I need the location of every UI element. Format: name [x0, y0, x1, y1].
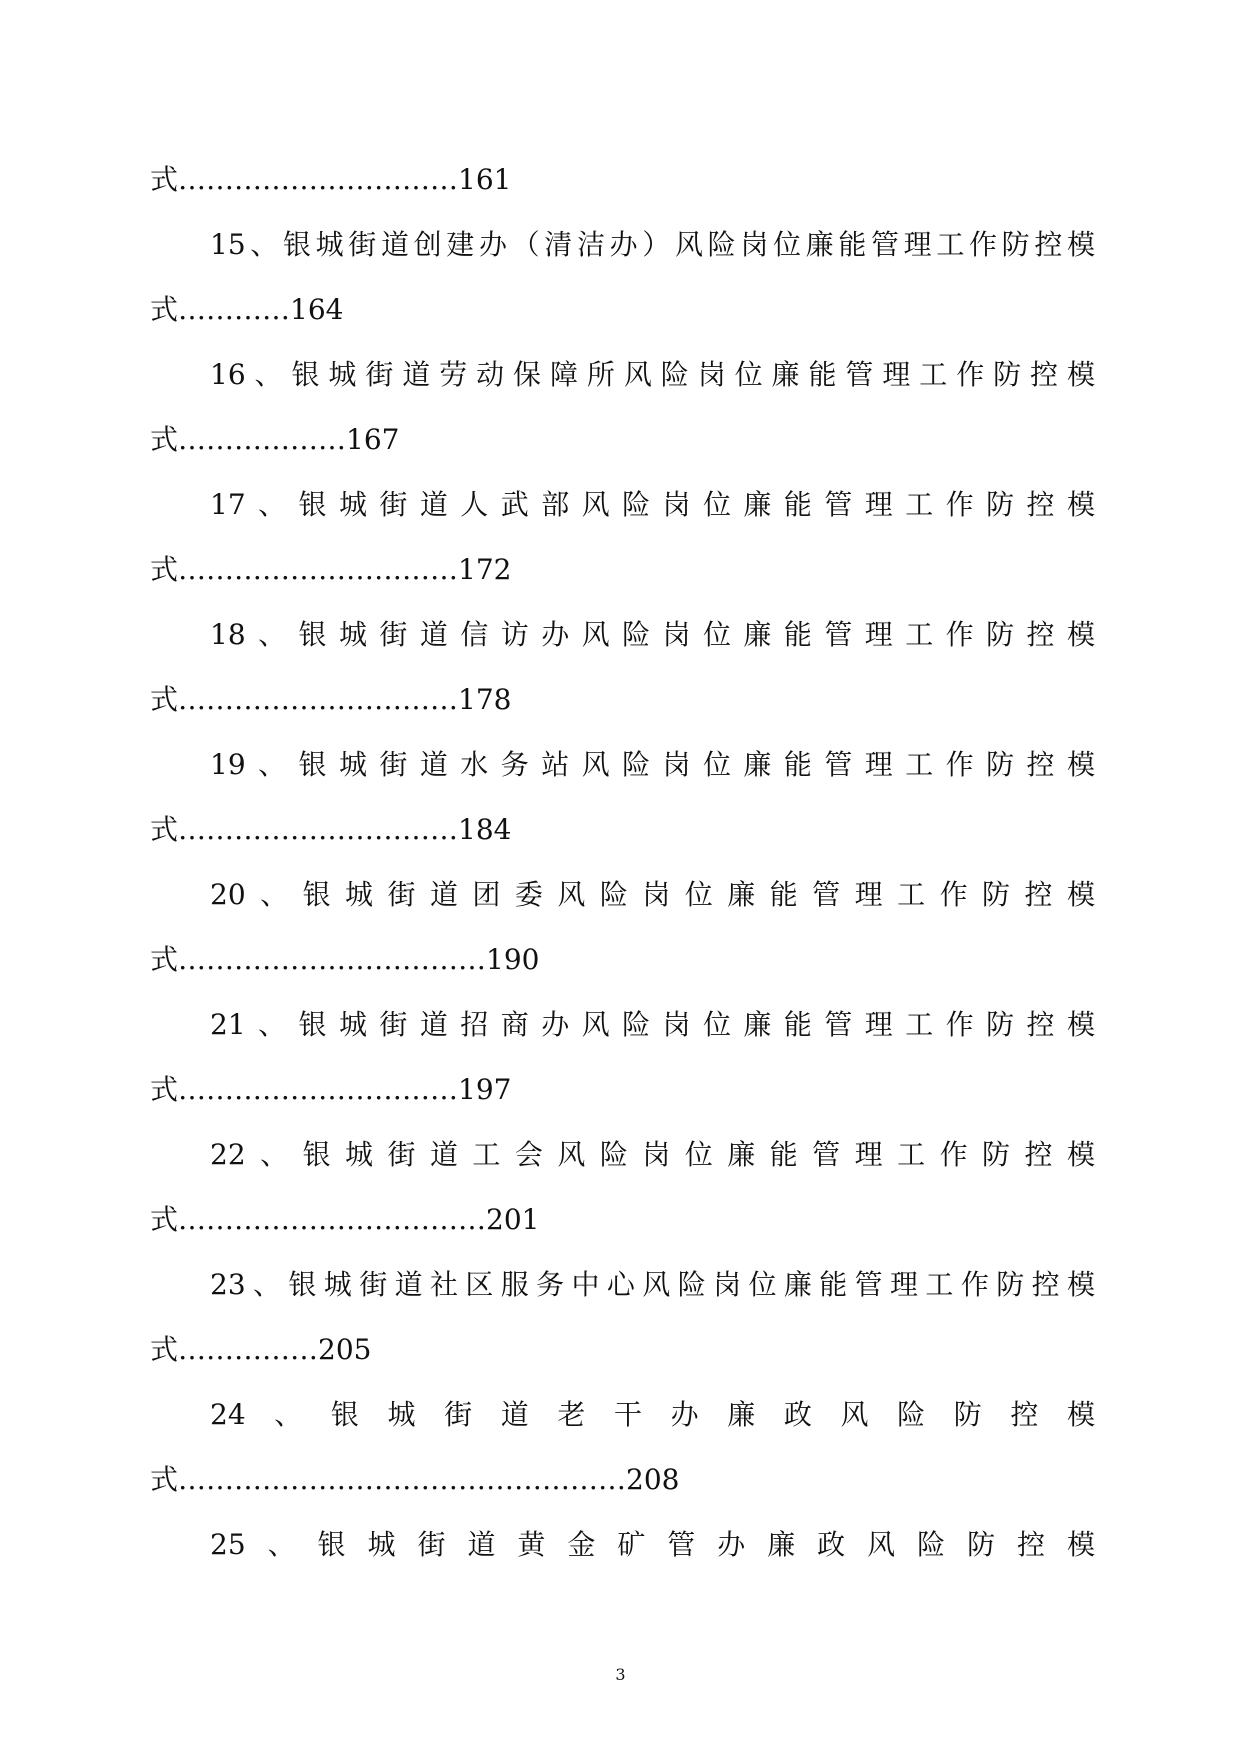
toc-entry-22: 22、银城街道工会风险岗位廉能管理工作防控模 [210, 1138, 1095, 1171]
toc-entry-21: 21、银城街道招商办风险岗位廉能管理工作防控模 [210, 1008, 1095, 1041]
toc-entry-24: 24、银城街道老干办廉政风险防控模 [210, 1398, 1095, 1431]
toc-line-continuation: 式…………………………184 [150, 813, 512, 846]
toc-entry-25: 25、银城街道黄金矿管办廉政风险防控模 [210, 1528, 1095, 1561]
page-number: 3 [615, 1665, 626, 1684]
toc-line-continuation: 式………………167 [150, 423, 400, 456]
toc-entry-18: 18、银城街道信访办风险岗位廉能管理工作防控模 [210, 618, 1095, 651]
toc-entry-19: 19、银城街道水务站风险岗位廉能管理工作防控模 [210, 748, 1095, 781]
toc-line-continuation: 式…………………………161 [150, 163, 512, 196]
toc-entry-23: 23、银城街道社区服务中心风险岗位廉能管理工作防控模 [210, 1268, 1095, 1301]
toc-line-continuation: 式…………………………172 [150, 553, 512, 586]
toc-line-continuation: 式……………205 [150, 1333, 372, 1366]
toc-entry-17: 17、银城街道人武部风险岗位廉能管理工作防控模 [210, 488, 1095, 521]
toc-entry-16: 16、银城街道劳动保障所风险岗位廉能管理工作防控模 [210, 358, 1095, 391]
toc-entry-15: 15、银城街道创建办（清洁办）风险岗位廉能管理工作防控模 [210, 228, 1095, 261]
toc-line-continuation: 式……………………………190 [150, 943, 540, 976]
toc-entry-20: 20、银城街道团委风险岗位廉能管理工作防控模 [210, 878, 1095, 911]
toc-line-continuation: 式……………………………201 [150, 1203, 540, 1236]
toc-line-continuation: 式…………………………197 [150, 1073, 512, 1106]
toc-line-continuation: 式…………………………………………208 [150, 1463, 680, 1496]
toc-line-continuation: 式…………………………178 [150, 683, 512, 716]
toc-line-continuation: 式…………164 [150, 293, 344, 326]
